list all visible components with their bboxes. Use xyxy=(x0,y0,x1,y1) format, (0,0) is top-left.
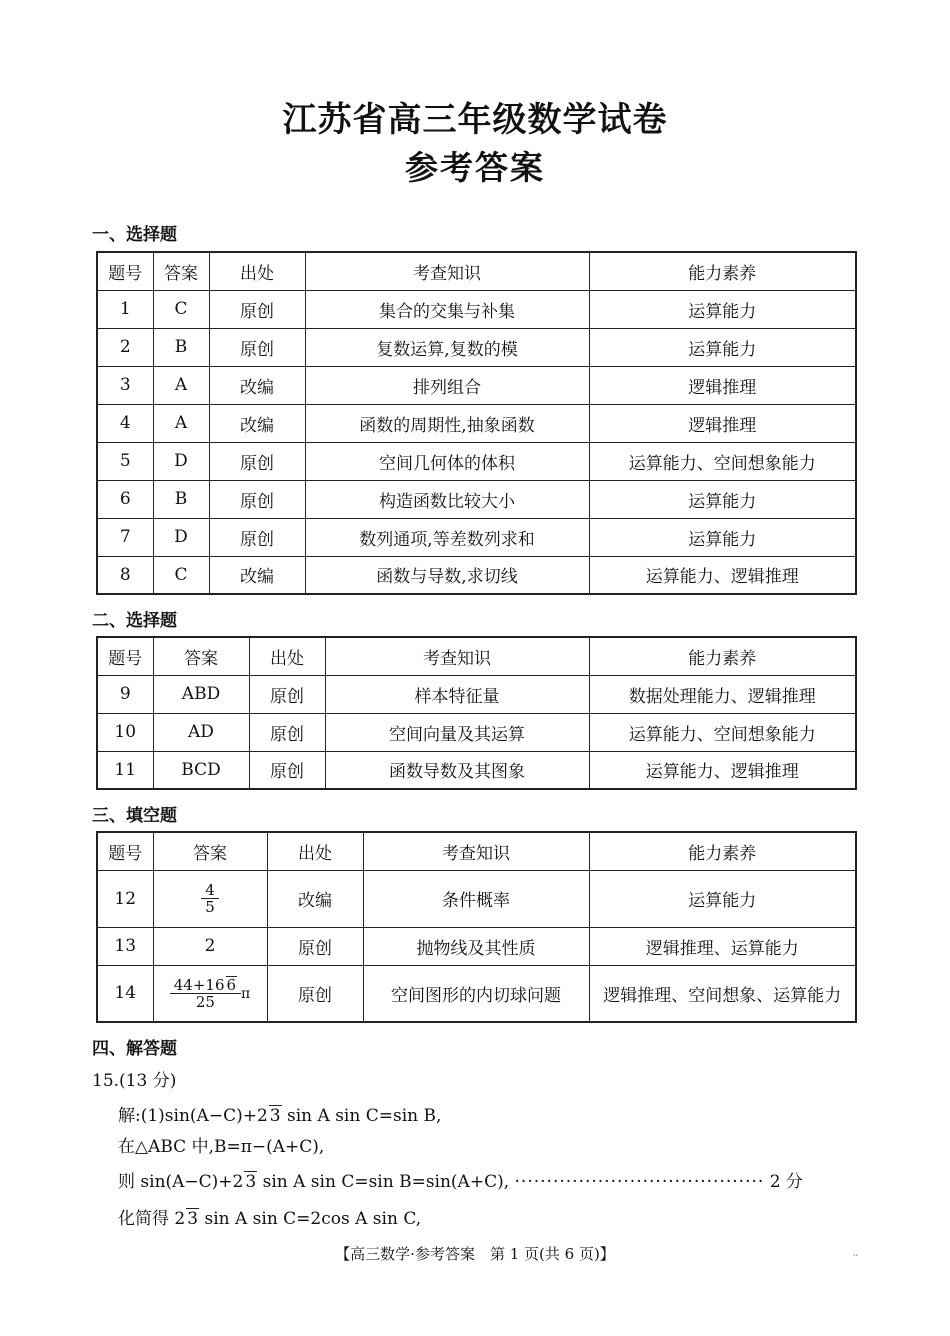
question-number: 3 xyxy=(97,366,153,404)
answer-fraction: $\frac{44+16 6}{25}$ xyxy=(170,976,241,1011)
answer-cell: B xyxy=(153,480,209,518)
column-header: 题号 xyxy=(97,832,153,870)
ability-cell: 逻辑推理、运算能力 xyxy=(589,927,856,965)
topic-cell: 样本特征量 xyxy=(325,675,589,713)
section-heading: 四、解答题 xyxy=(92,1039,177,1059)
question-label: 15.(13 分) xyxy=(92,1071,177,1091)
column-header: 出处 xyxy=(249,637,325,675)
topic-cell: 抛物线及其性质 xyxy=(363,927,589,965)
section-heading: 二、选择题 xyxy=(92,611,177,631)
choice-answer-table xyxy=(96,251,857,595)
question-number: 2 xyxy=(97,328,153,366)
question-number: 12 xyxy=(97,870,153,927)
ability-cell: 运算能力、空间想象能力 xyxy=(589,713,856,751)
source-cell: 原创 xyxy=(249,675,325,713)
source-cell: 原创 xyxy=(249,713,325,751)
column-header: 答案 xyxy=(153,832,267,870)
question-number: 10 xyxy=(97,713,153,751)
column-header: 答案 xyxy=(153,637,249,675)
source-cell: 改编 xyxy=(209,366,305,404)
column-header: 考查知识 xyxy=(305,252,589,290)
table-row xyxy=(97,404,856,442)
topic-cell: 复数运算,复数的模 xyxy=(305,328,589,366)
source-cell: 原创 xyxy=(267,965,363,1022)
answer-cell: ABD xyxy=(153,675,249,713)
answer-cell: BCD xyxy=(153,751,249,789)
topic-cell: 空间几何体的体积 xyxy=(305,442,589,480)
column-header: 答案 xyxy=(153,252,209,290)
table-row xyxy=(97,328,856,366)
question-number: 6 xyxy=(97,480,153,518)
question-number: 7 xyxy=(97,518,153,556)
ability-cell: 运算能力 xyxy=(589,518,856,556)
table-header-row xyxy=(97,832,856,870)
ability-cell: 运算能力、逻辑推理 xyxy=(589,751,856,789)
topic-cell: 构造函数比较大小 xyxy=(305,480,589,518)
question-number: 1 xyxy=(97,290,153,328)
table-row xyxy=(97,442,856,480)
answer-cell: A xyxy=(153,366,209,404)
page-footer: 【高三数学·参考答案 第 1 页(共 6 页)】 xyxy=(335,1245,615,1263)
source-cell: 改编 xyxy=(209,404,305,442)
question-number: 4 xyxy=(97,404,153,442)
answer-cell: AD xyxy=(153,713,249,751)
ability-cell: 运算能力 xyxy=(589,480,856,518)
section-heading: 三、填空题 xyxy=(92,806,177,826)
table-row xyxy=(97,751,856,789)
topic-cell: 数列通项,等差数列求和 xyxy=(305,518,589,556)
question-number: 9 xyxy=(97,675,153,713)
answer-cell: A xyxy=(153,404,209,442)
table-row xyxy=(97,870,856,927)
table-row xyxy=(97,290,856,328)
source-cell: 原创 xyxy=(249,751,325,789)
answer-cell: D xyxy=(153,518,209,556)
table-header-row xyxy=(97,637,856,675)
solution-line: 解:(1)sin(A−C)+2 3 sin A sin C=sin B, xyxy=(118,1106,442,1126)
solution-line: 则 sin(A−C)+2 3 sin A sin C=sin B=sin(A+C), ······································· 2 分 xyxy=(118,1172,803,1192)
dot-leader: ······································· xyxy=(514,1172,765,1192)
ability-cell: 运算能力 xyxy=(589,328,856,366)
table-row xyxy=(97,556,856,594)
ability-cell: 数据处理能力、逻辑推理 xyxy=(589,675,856,713)
solution-line: 化简得 2 3 sin A sin C=2cos A sin C, xyxy=(118,1209,422,1229)
table-row xyxy=(97,927,856,965)
column-header: 能力素养 xyxy=(589,832,856,870)
answer-cell: D xyxy=(153,442,209,480)
topic-cell: 空间向量及其运算 xyxy=(325,713,589,751)
ability-cell: 运算能力、逻辑推理 xyxy=(589,556,856,594)
source-cell: 原创 xyxy=(209,328,305,366)
ability-cell: 运算能力、空间想象能力 xyxy=(589,442,856,480)
source-cell: 原创 xyxy=(209,442,305,480)
answer-cell xyxy=(153,870,267,927)
table-row xyxy=(97,480,856,518)
ability-cell: 逻辑推理、空间想象、运算能力 xyxy=(589,965,856,1022)
document-subtitle: 参考答案 xyxy=(405,148,545,187)
table-row xyxy=(97,965,856,1022)
question-number: 8 xyxy=(97,556,153,594)
table-row xyxy=(97,713,856,751)
question-number: 14 xyxy=(97,965,153,1022)
answer-cell: 2 xyxy=(153,927,267,965)
answer-cell: C xyxy=(153,290,209,328)
source-cell: 原创 xyxy=(267,927,363,965)
score-label: 2 分 xyxy=(769,1172,803,1192)
column-header: 能力素养 xyxy=(589,637,856,675)
source-cell: 原创 xyxy=(209,518,305,556)
question-number: 13 xyxy=(97,927,153,965)
topic-cell: 函数的周期性,抽象函数 xyxy=(305,404,589,442)
column-header: 出处 xyxy=(267,832,363,870)
table-row xyxy=(97,675,856,713)
topic-cell: 排列组合 xyxy=(305,366,589,404)
source-cell: 改编 xyxy=(209,556,305,594)
section-heading: 一、选择题 xyxy=(92,225,177,245)
answer-cell: C xyxy=(153,556,209,594)
column-header: 考查知识 xyxy=(363,832,589,870)
source-cell: 改编 xyxy=(267,870,363,927)
answer-cell: B xyxy=(153,328,209,366)
table-row xyxy=(97,518,856,556)
table-row xyxy=(97,366,856,404)
topic-cell: 函数导数及其图象 xyxy=(325,751,589,789)
source-cell: 原创 xyxy=(209,290,305,328)
ability-cell: 运算能力 xyxy=(589,290,856,328)
column-header: 题号 xyxy=(97,637,153,675)
ability-cell: 逻辑推理 xyxy=(589,404,856,442)
column-header: 题号 xyxy=(97,252,153,290)
column-header: 考查知识 xyxy=(325,637,589,675)
solution-line: 在△ABC 中,B=π−(A+C), xyxy=(118,1137,325,1157)
multi-choice-answer-table xyxy=(96,636,857,790)
topic-cell: 集合的交集与补集 xyxy=(305,290,589,328)
answer-fraction: $\frac{4}{5}$ xyxy=(201,882,219,916)
question-number: 11 xyxy=(97,751,153,789)
column-header: 能力素养 xyxy=(589,252,856,290)
question-number: 5 xyxy=(97,442,153,480)
topic-cell: 函数与导数,求切线 xyxy=(305,556,589,594)
fill-blank-answer-table xyxy=(96,831,857,1023)
table-header-row xyxy=(97,252,856,290)
document-title: 江苏省高三年级数学试卷 xyxy=(282,100,668,140)
topic-cell: 空间图形的内切球问题 xyxy=(363,965,589,1022)
corner-mark: ·· xyxy=(853,1251,859,1260)
source-cell: 原创 xyxy=(209,480,305,518)
ability-cell: 逻辑推理 xyxy=(589,366,856,404)
topic-cell: 条件概率 xyxy=(363,870,589,927)
ability-cell: 运算能力 xyxy=(589,870,856,927)
column-header: 出处 xyxy=(209,252,305,290)
answer-cell: $\frac{44+16 6}{25}$ π xyxy=(153,965,267,1022)
